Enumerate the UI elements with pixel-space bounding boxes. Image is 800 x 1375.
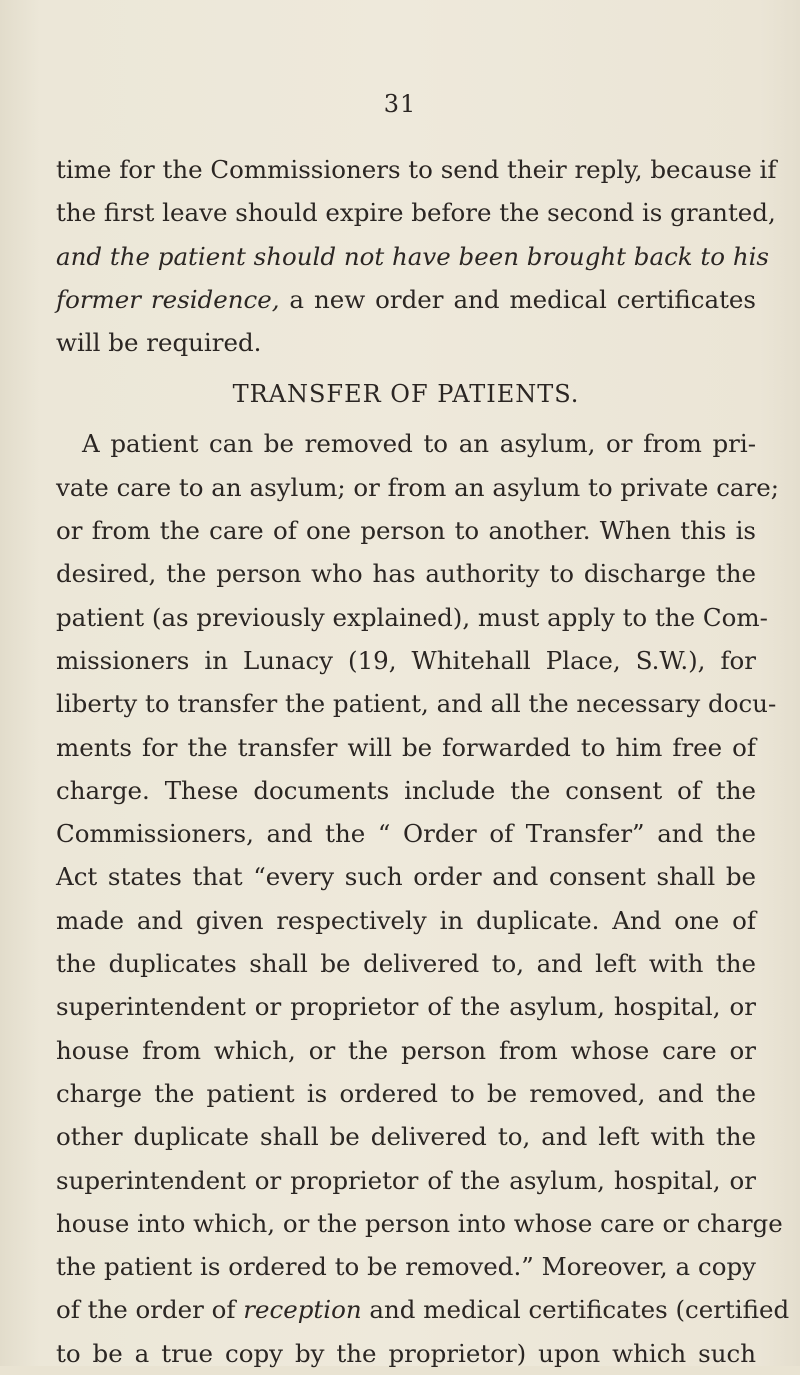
text-line: Act states that “every such order and consent shall be <box>56 862 756 892</box>
text-line: ments for the transfer will be forwarded to him free of <box>56 732 756 762</box>
italic-text: reception <box>243 1295 362 1325</box>
text-line: time for the Commissioners to send their reply, because if <box>56 155 777 184</box>
text-line: the duplicates shall be delivered to, and left with the <box>56 949 756 979</box>
text-line <box>56 1288 790 1331</box>
text-line: charge the patient is ordered to be removed, and the <box>56 1078 756 1108</box>
text-line: or from the care of one person to another. When this is <box>56 516 756 546</box>
text-line: house from which, or the person from whose care or <box>56 1035 756 1065</box>
text-line <box>56 235 770 278</box>
text-line: missioners in Lunacy (19, Whitehall Place, S.W.), for <box>56 645 756 675</box>
text-line: Commissioners, and the “ Order of Transfer” and the <box>56 819 756 849</box>
text-line: A patient can be removed to an asylum, or from pri- <box>82 429 756 459</box>
text-run: of the order of <box>56 1295 244 1325</box>
section-heading: TRANSFER OF PATIENTS. <box>232 380 580 409</box>
text-line: patient (as previously explained), must apply to the Com- <box>56 602 768 632</box>
page-number: 31 <box>383 90 417 118</box>
text-line: made and given respectively in duplicate. And one of <box>56 905 756 935</box>
paragraph-transfer <box>56 422 790 1375</box>
text-line: vate care to an asylum; or from an asylum to private care; <box>56 472 779 502</box>
paragraph-leave-expiry <box>56 148 777 364</box>
text-line <box>56 278 756 321</box>
body-text <box>56 148 790 1375</box>
text-line: superintendent or proprietor of the asylum, hospital, or <box>56 1165 756 1195</box>
text-run: and medical certificates (certified <box>361 1295 790 1325</box>
text-line: the patient is ordered to be removed.” Moreover, a copy <box>56 1252 756 1282</box>
text-line: liberty to transfer the patient, and all the necessary docu- <box>56 689 777 719</box>
text-line: the first leave should expire before the second is granted, <box>56 198 776 228</box>
text-line: other duplicate shall be delivered to, and left with the <box>56 1122 756 1152</box>
italic-text: and the patient should not have been brought back to his <box>56 241 770 271</box>
text-run: a new order and medical certificates <box>279 284 756 314</box>
text-line: charge. These documents include the consent of the <box>56 775 756 805</box>
text-line: superintendent or proprietor of the asylum, hospital, or <box>56 992 756 1022</box>
text-line: will be required. <box>56 328 262 358</box>
italic-text: former residence, <box>56 284 280 314</box>
text-line: desired, the person who has authority to discharge the <box>56 559 756 589</box>
text-line: house into which, or the person into whose care or charge <box>56 1208 783 1238</box>
text-line: to be a true copy by the proprietor) upon which such <box>56 1338 756 1368</box>
